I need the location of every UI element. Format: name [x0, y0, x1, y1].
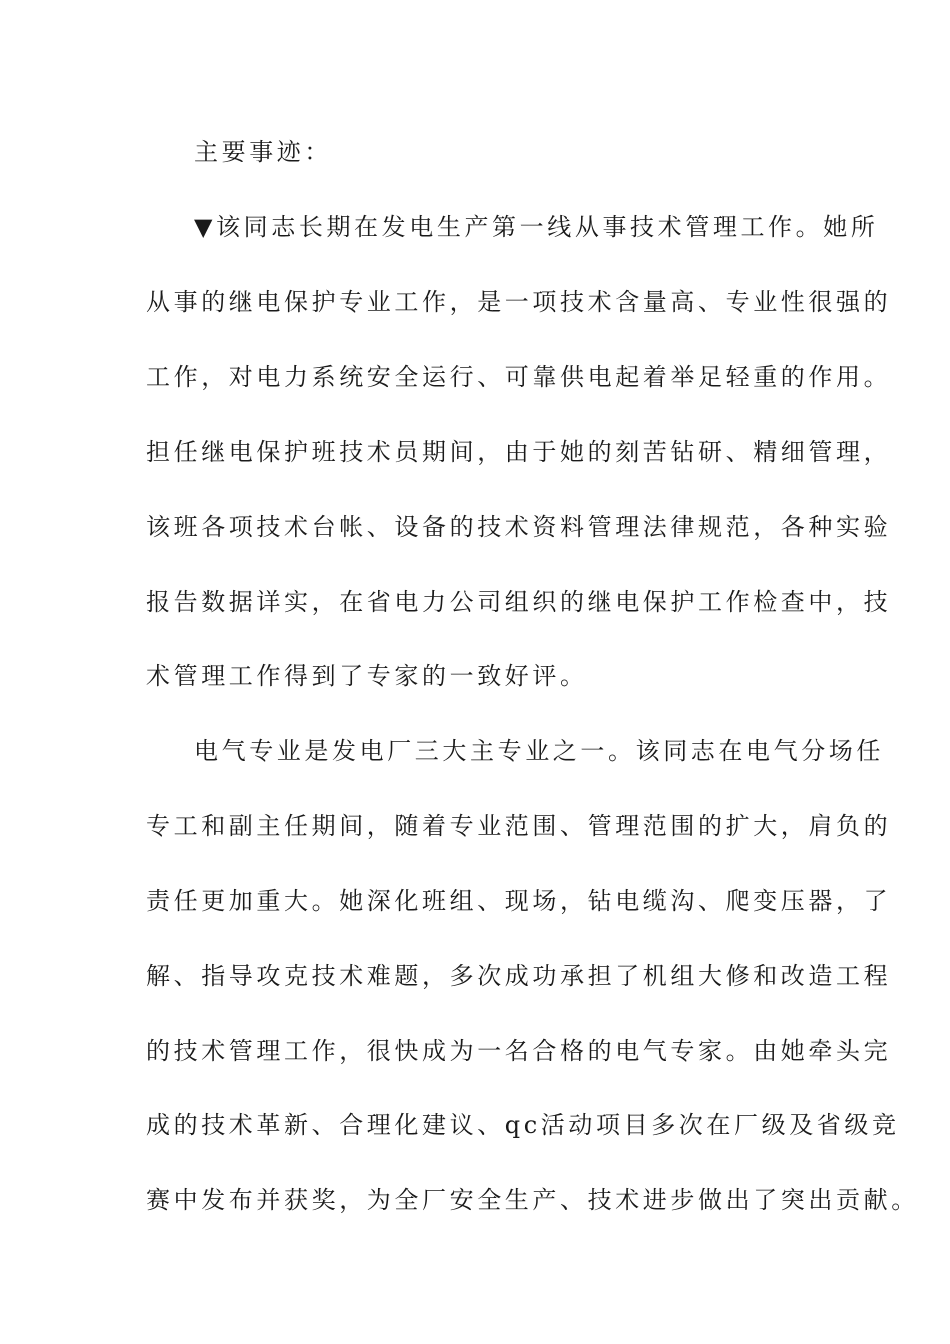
- paragraph-line: 报告数据详实，在省电力公司组织的继电保护工作检查中，技: [146, 588, 892, 616]
- paragraph-line: 的技术管理工作，很快成为一名合格的电气专家。由她牵头完: [146, 1037, 892, 1065]
- paragraph-line: 责任更加重大。她深化班组、现场，钻电缆沟、爬变压器，了: [146, 887, 892, 915]
- paragraph-line: 专工和副主任期间，随着专业范围、管理范围的扩大，肩负的: [146, 812, 892, 840]
- paragraph-line: 工作，对电力系统安全运行、可靠供电起着举足轻重的作用。: [146, 363, 892, 391]
- paragraph-line: 解、指导攻克技术难题，多次成功承担了机组大修和改造工程: [146, 962, 892, 990]
- heading-main-deeds: 主要事迹：: [194, 138, 332, 166]
- paragraph-line: 术管理工作得到了专家的一致好评。: [146, 662, 588, 690]
- paragraph-line: 该班各项技术台帐、设备的技术资料管理法律规范，各种实验: [146, 513, 892, 541]
- paragraph-line: 电气专业是发电厂三大主专业之一。该同志在电气分场任: [194, 737, 884, 765]
- paragraph-line: ▼该同志长期在发电生产第一线从事技术管理工作。她所: [194, 213, 879, 241]
- paragraph-line: 赛中发布并获奖，为全厂安全生产、技术进步做出了突出贡献。: [146, 1186, 919, 1214]
- paragraph-line: 从事的继电保护专业工作，是一项技术含量高、专业性很强的: [146, 288, 892, 316]
- paragraph-line: 成的技术革新、合理化建议、qc活动项目多次在厂级及省级竞: [146, 1111, 900, 1139]
- paragraph-line: 担任继电保护班技术员期间，由于她的刻苦钻研、精细管理，: [146, 438, 892, 466]
